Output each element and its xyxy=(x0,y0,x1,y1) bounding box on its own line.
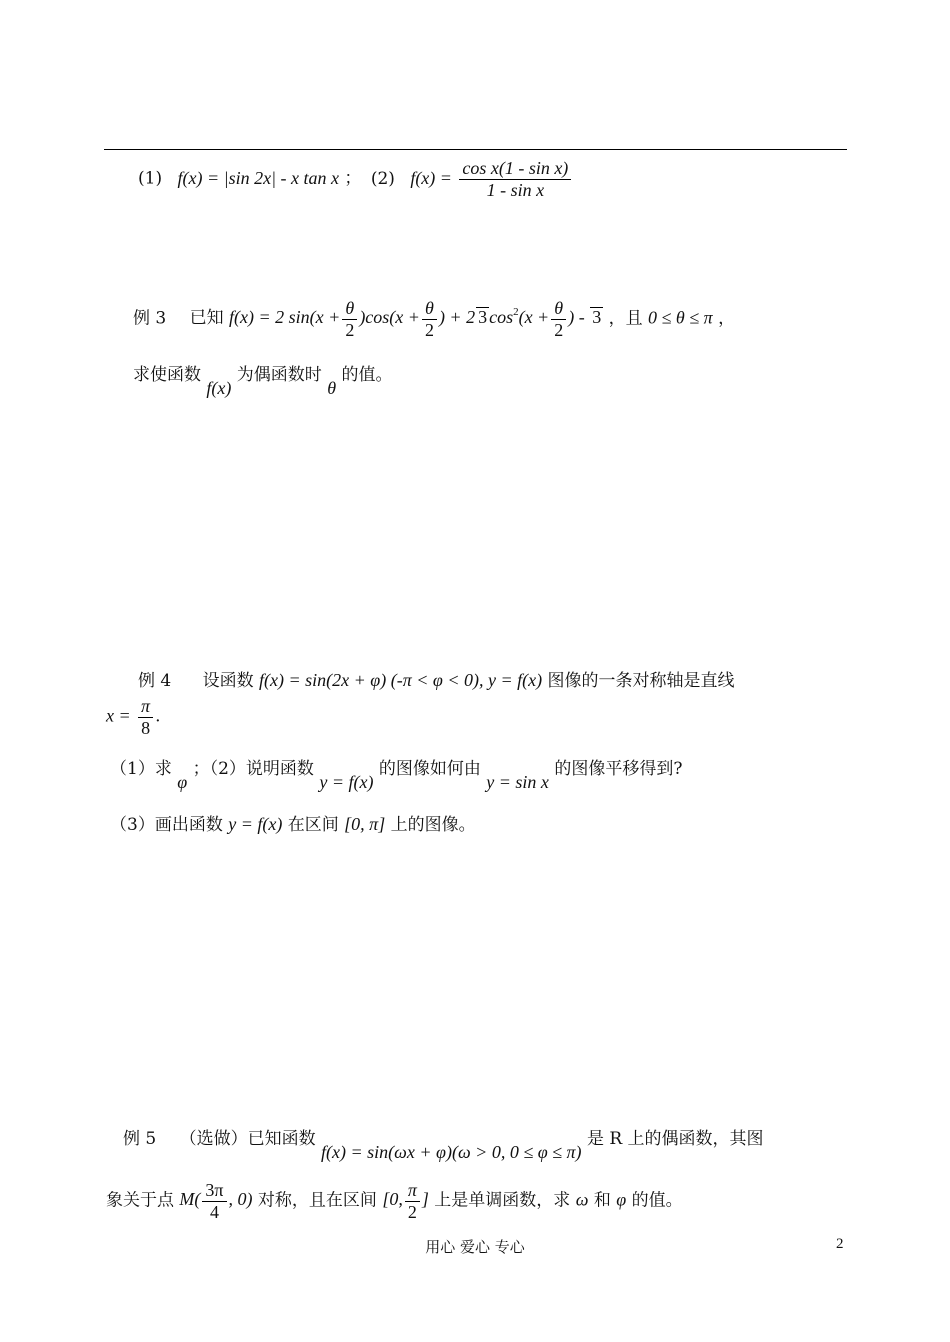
example-5-line2-a: 象关于点 xyxy=(106,1190,174,1211)
example-3-label: 例 3 xyxy=(133,308,167,329)
exercise-line-1-2 xyxy=(138,158,573,200)
example-3-condition: 0 ≤ θ ≤ π xyxy=(648,307,713,328)
example-3-text: 已知 xyxy=(189,308,224,329)
header-rule xyxy=(104,149,847,150)
example-5-point: M( $\frac{3\pi}{4}$ , 0) xyxy=(179,1180,253,1222)
example-4-text: 设函数 xyxy=(202,671,254,691)
example-4-q2b: 的图像如何由 xyxy=(378,759,481,779)
example-5-phi: φ xyxy=(616,1189,627,1210)
example-5-omega: ω xyxy=(575,1189,589,1210)
example-4-phi: φ xyxy=(177,772,188,792)
example-3-fx: f(x) xyxy=(206,378,232,398)
example-5-he: 和 xyxy=(593,1190,611,1211)
example-4-q3-yfx: y = f(x) xyxy=(228,814,283,834)
example-3-line-2 xyxy=(133,360,392,399)
item1-separator: ； xyxy=(344,168,362,189)
example-5-interval: [0, $\frac{\pi}{2}$ ] xyxy=(382,1180,429,1222)
item2-denominator: 1 - sin x xyxy=(486,179,545,200)
example-4-function: f(x) = sin(2x + φ) (-π < φ < 0), y = f(x) xyxy=(259,670,543,690)
example-3-line-1 xyxy=(133,298,735,340)
item2-fraction xyxy=(459,158,571,200)
example-5-text: （选做）已知函数 xyxy=(179,1129,316,1149)
example-5-label: 例 5 xyxy=(123,1129,157,1149)
item2-lhs: f(x) = xyxy=(410,167,452,188)
example-4-q1: （1）求 xyxy=(110,759,172,779)
example-5-function: f(x) = sin(ωx + φ)(ω > 0, 0 ≤ φ ≤ π) xyxy=(321,1142,582,1162)
item1-label: (1) xyxy=(138,168,163,189)
example-4-question-3 xyxy=(110,810,476,835)
item1-expression: f(x) = |sin 2x| - x tan x xyxy=(177,167,339,188)
example-4-q3-b: 在区间 xyxy=(287,815,339,835)
example-4-q3-interval: [0, π] xyxy=(344,814,386,834)
example-4-q2: ；（2）说明函数 xyxy=(192,759,314,779)
example-5-line-1 xyxy=(123,1124,764,1163)
example-3-ask-b: 为偶函数时 xyxy=(236,365,322,385)
example-4-yfx: y = f(x) xyxy=(319,772,374,792)
example-4-q3: （3）画出函数 xyxy=(110,815,223,835)
example-3-ask-c: 的值。 xyxy=(341,365,393,385)
example-5-text2: 是 R 上的偶函数，其图 xyxy=(586,1129,764,1149)
example-4-line-1 xyxy=(138,666,735,691)
example-5-line-2 xyxy=(106,1180,683,1222)
example-3-tail: ，且 xyxy=(608,308,643,329)
example-4-ysinx: y = sin x xyxy=(486,772,549,792)
example-5-line2-b: 对称，且在区间 xyxy=(257,1190,377,1211)
example-5-line2-d: 的值。 xyxy=(631,1190,683,1211)
example-4-label: 例 4 xyxy=(138,671,172,691)
example-4-q3-c: 上的图像。 xyxy=(390,815,476,835)
example-4-text2: 图像的一条对称轴是直线 xyxy=(547,671,735,691)
page-footer: 用心 爱心 专心 xyxy=(425,1238,525,1256)
example-3-end: ， xyxy=(718,308,736,329)
example-3-formula: f(x) = 2 sin(x + $\frac{\theta}{2}$ )cos(x + $\frac{\theta}{2}$ ) + 2 3 $\cos^2(x$ + $\frac{\theta}{2}$ ) - 3 xyxy=(229,298,602,340)
example-4-axis-den: 8 xyxy=(141,717,151,738)
example-4-axis-num: π xyxy=(138,696,153,718)
example-4-questions-1-2 xyxy=(110,754,682,793)
example-4-axis-fraction xyxy=(138,696,153,738)
example-4-axis: x = $\frac{\pi}{8}$ . xyxy=(106,696,161,738)
example-4-axis-lhs: x = xyxy=(106,705,131,726)
example-5-line2-c: 上是单调函数，求 xyxy=(434,1190,571,1211)
example-3-ask-a: 求使函数 xyxy=(133,365,201,385)
page-number: 2 xyxy=(836,1236,844,1252)
item2-numerator: cos x(1 - sin x) xyxy=(459,158,571,180)
item2-label: (2) xyxy=(370,168,395,189)
example-4-q2c: 的图像平移得到? xyxy=(554,759,683,779)
example-3-theta: θ xyxy=(327,378,337,398)
